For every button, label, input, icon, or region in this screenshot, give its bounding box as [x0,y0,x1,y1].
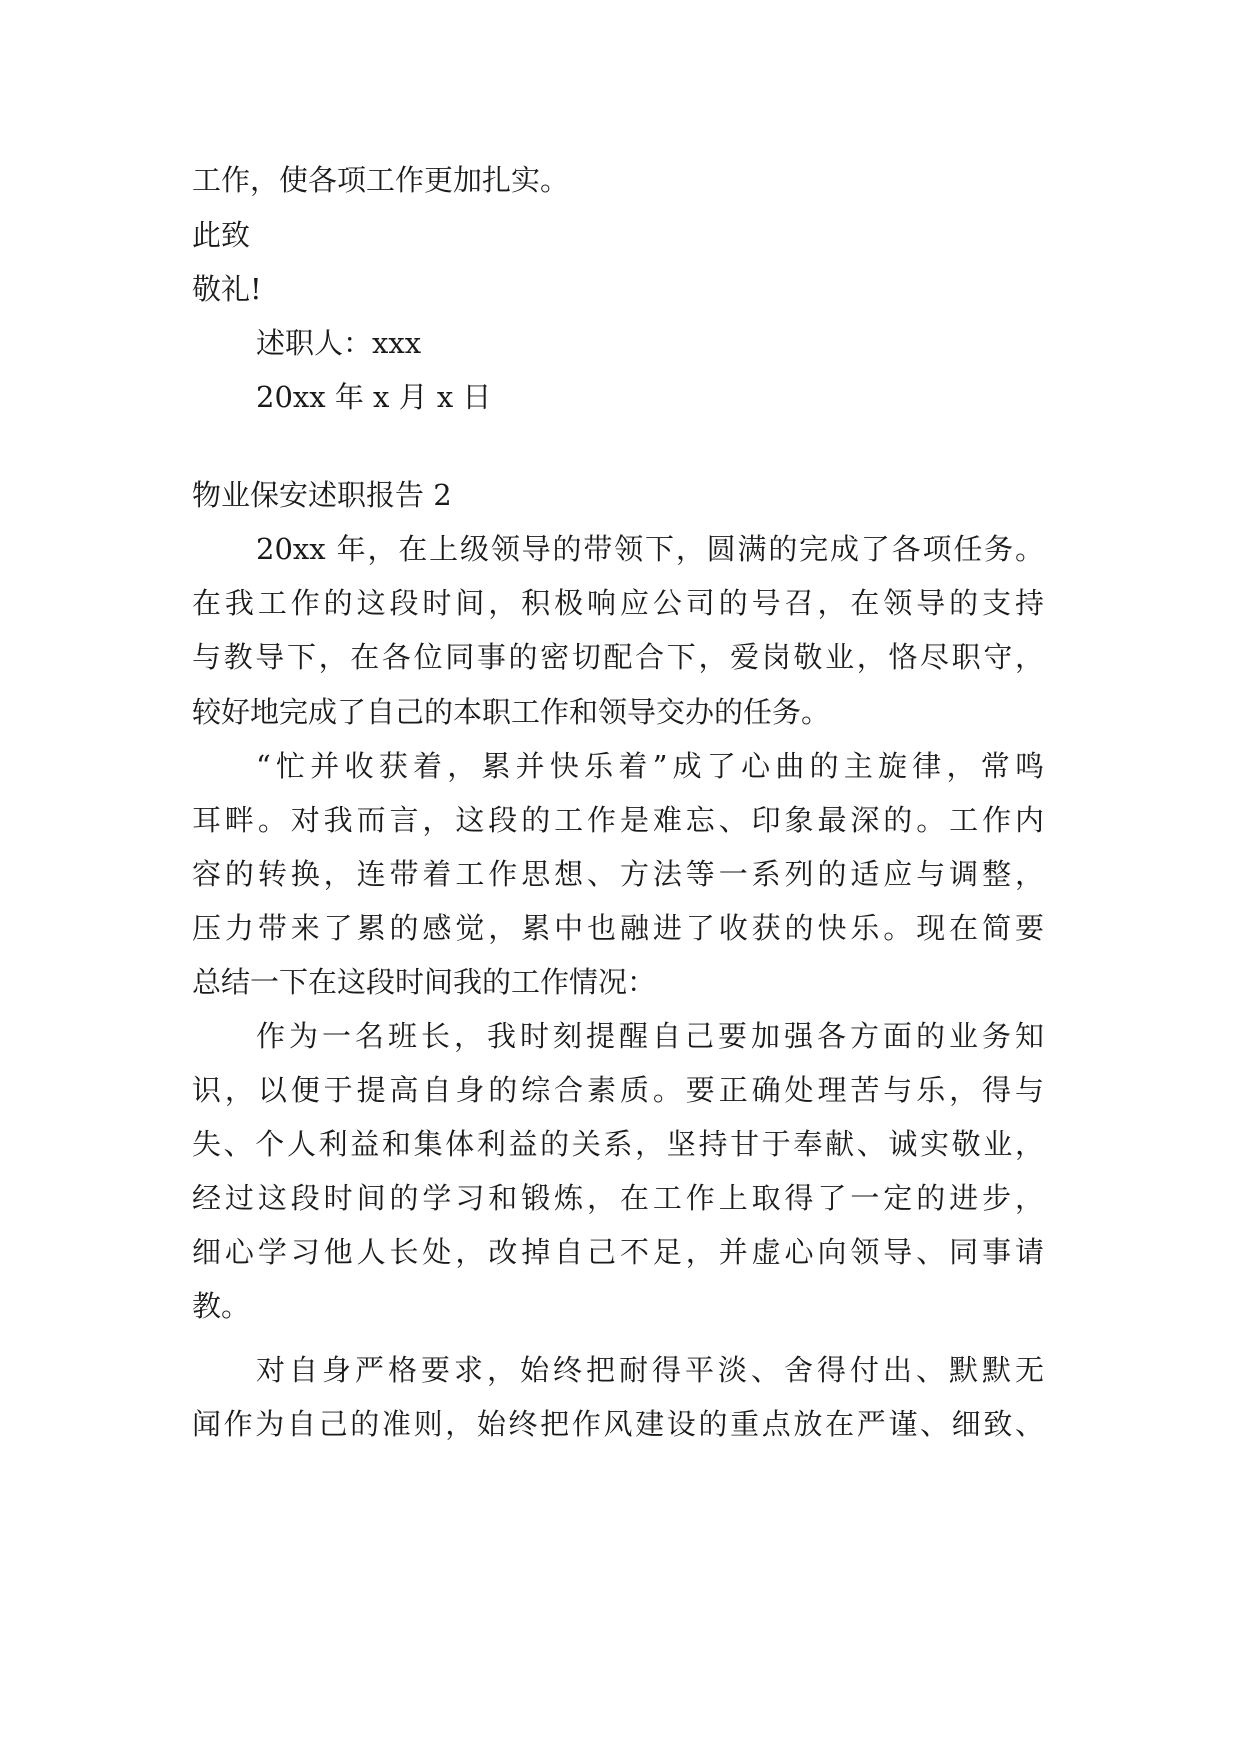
paragraph-line: 耳畔。对我而言，这段的工作是难忘、印象最深的。工作内 [192,803,1044,837]
paragraph-line: 容的转换，连带着工作思想、方法等一系列的适应与调整， [192,857,1044,891]
salutation-line-2: 敬礼! [192,272,262,306]
paragraph-line: “忙并收获着，累并快乐着”成了心曲的主旋律，常鸣 [256,749,1044,783]
paragraph-line: 与教导下，在各位同事的密切配合下，爱岗敬业，恪尽职守， [192,640,1044,674]
paragraph-line: 闻作为自己的准则，始终把作风建设的重点放在严谨、细致、 [192,1407,1044,1441]
previous-report-last-line: 工作，使各项工作更加扎实。 [192,163,570,197]
salutation-line-1: 此致 [192,218,251,252]
date-line: 20xx 年 x 月 x 日 [256,380,492,414]
report-title: 物业保安述职报告 2 [192,478,452,512]
paragraph-line: 细心学习他人长处，改掉自己不足，并虚心向领导、同事请 [192,1235,1044,1269]
paragraph-line: 在我工作的这段时间，积极响应公司的号召，在领导的支持 [192,586,1044,620]
paragraph-line: 较好地完成了自己的本职工作和领导交办的任务。 [192,695,831,729]
paragraph-line: 对自身严格要求，始终把耐得平淡、舍得付出、默默无 [256,1353,1044,1387]
paragraph-line: 经过这段时间的学习和锻炼，在工作上取得了一定的进步， [192,1181,1044,1215]
paragraph-line: 识，以便于提高自身的综合素质。要正确处理苦与乐，得与 [192,1073,1044,1107]
paragraph-line: 压力带来了累的感觉，累中也融进了收获的快乐。现在简要 [192,911,1044,945]
signer-line: 述职人：xxx [256,326,422,360]
paragraph-line: 教。 [192,1289,251,1323]
paragraph-line: 作为一名班长，我时刻提醒自己要加强各方面的业务知 [256,1019,1044,1053]
paragraph-line: 失、个人利益和集体利益的关系，坚持甘于奉献、诚实敬业， [192,1127,1044,1161]
paragraph-line: 20xx 年，在上级领导的带领下，圆满的完成了各项任务。 [256,532,1044,566]
paragraph-line: 总结一下在这段时间我的工作情况： [192,965,657,999]
